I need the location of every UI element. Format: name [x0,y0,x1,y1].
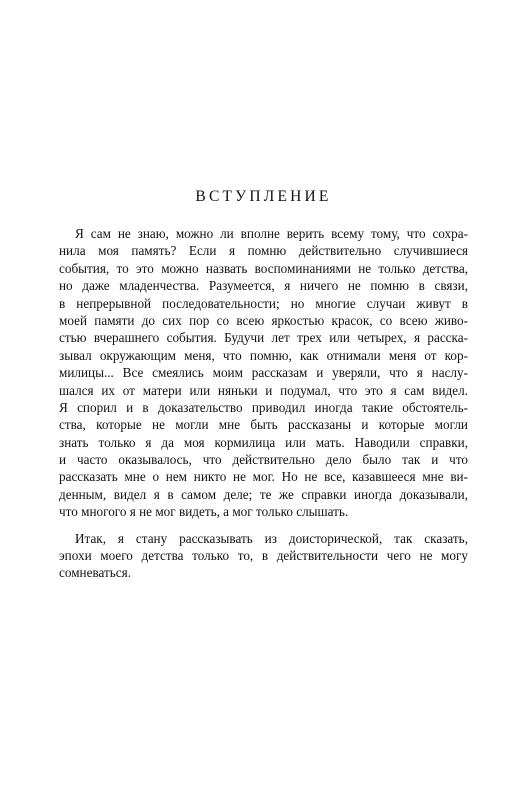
text-line: моей памяти до сих пор со всею яркостью красок, со всею живо- [59,312,468,328]
text-line: но даже младенчества. Разумеется, я ничего не помню в связи, [59,278,468,294]
text-line: что многого я не мог видеть, а мог только слышать. [59,504,349,520]
chapter-text [59,225,468,582]
text-line: Я спорил и в доказательство приводил иногда такие обстоятель- [59,399,468,415]
text-line: Я сам не знаю, можно ли вполне верить всему тому, что сохра- [75,226,468,241]
text-line: нила моя память? Если я помню действительно случившиеся [59,243,468,259]
text-line: и часто оказывалось, что действительно дело было так и что [59,452,468,468]
text-line: в непрерывной последовательности; но многие случаи живут в [59,295,468,311]
text-line: зывал окружающим меня, что помню, как отнимали меня от кор- [59,347,468,363]
text-line: сомневаться. [59,565,132,581]
paragraph-2 [59,530,468,582]
text-line: эпохи моего детства только то, в действительности чего не могу [59,548,468,564]
text-line: милицы... Все смеялись моим рассказам и уверяли, что я наслу- [59,365,468,381]
paragraph-gap [59,521,468,530]
chapter-heading: ВСТУПЛЕНИЕ [195,188,332,205]
text-line: Итак, я стану рассказывать из доисторической, так сказать, [75,530,468,546]
text-line: шался их от матери или няньки и подумал, что это я сам видел. [59,382,468,398]
text-line: знать только я да моя кормилица или мать. Наводили справки, [59,434,468,450]
text-line: денным, видел я в самом деле; те же справки иногда доказывали, [59,486,468,502]
paragraph-1 [59,225,468,521]
text-line: события, то это можно назвать воспоминаниями не только детства, [59,260,468,276]
text-line: рассказать мне о нем никто не мог. Но не все, казавшееся мне ви- [59,469,468,485]
text-line: ства, которые не могли мне быть рассказаны и которые могли [59,417,468,433]
text-line: стью вчерашнего события. Будучи лет трех или четырех, я расска- [59,330,468,346]
